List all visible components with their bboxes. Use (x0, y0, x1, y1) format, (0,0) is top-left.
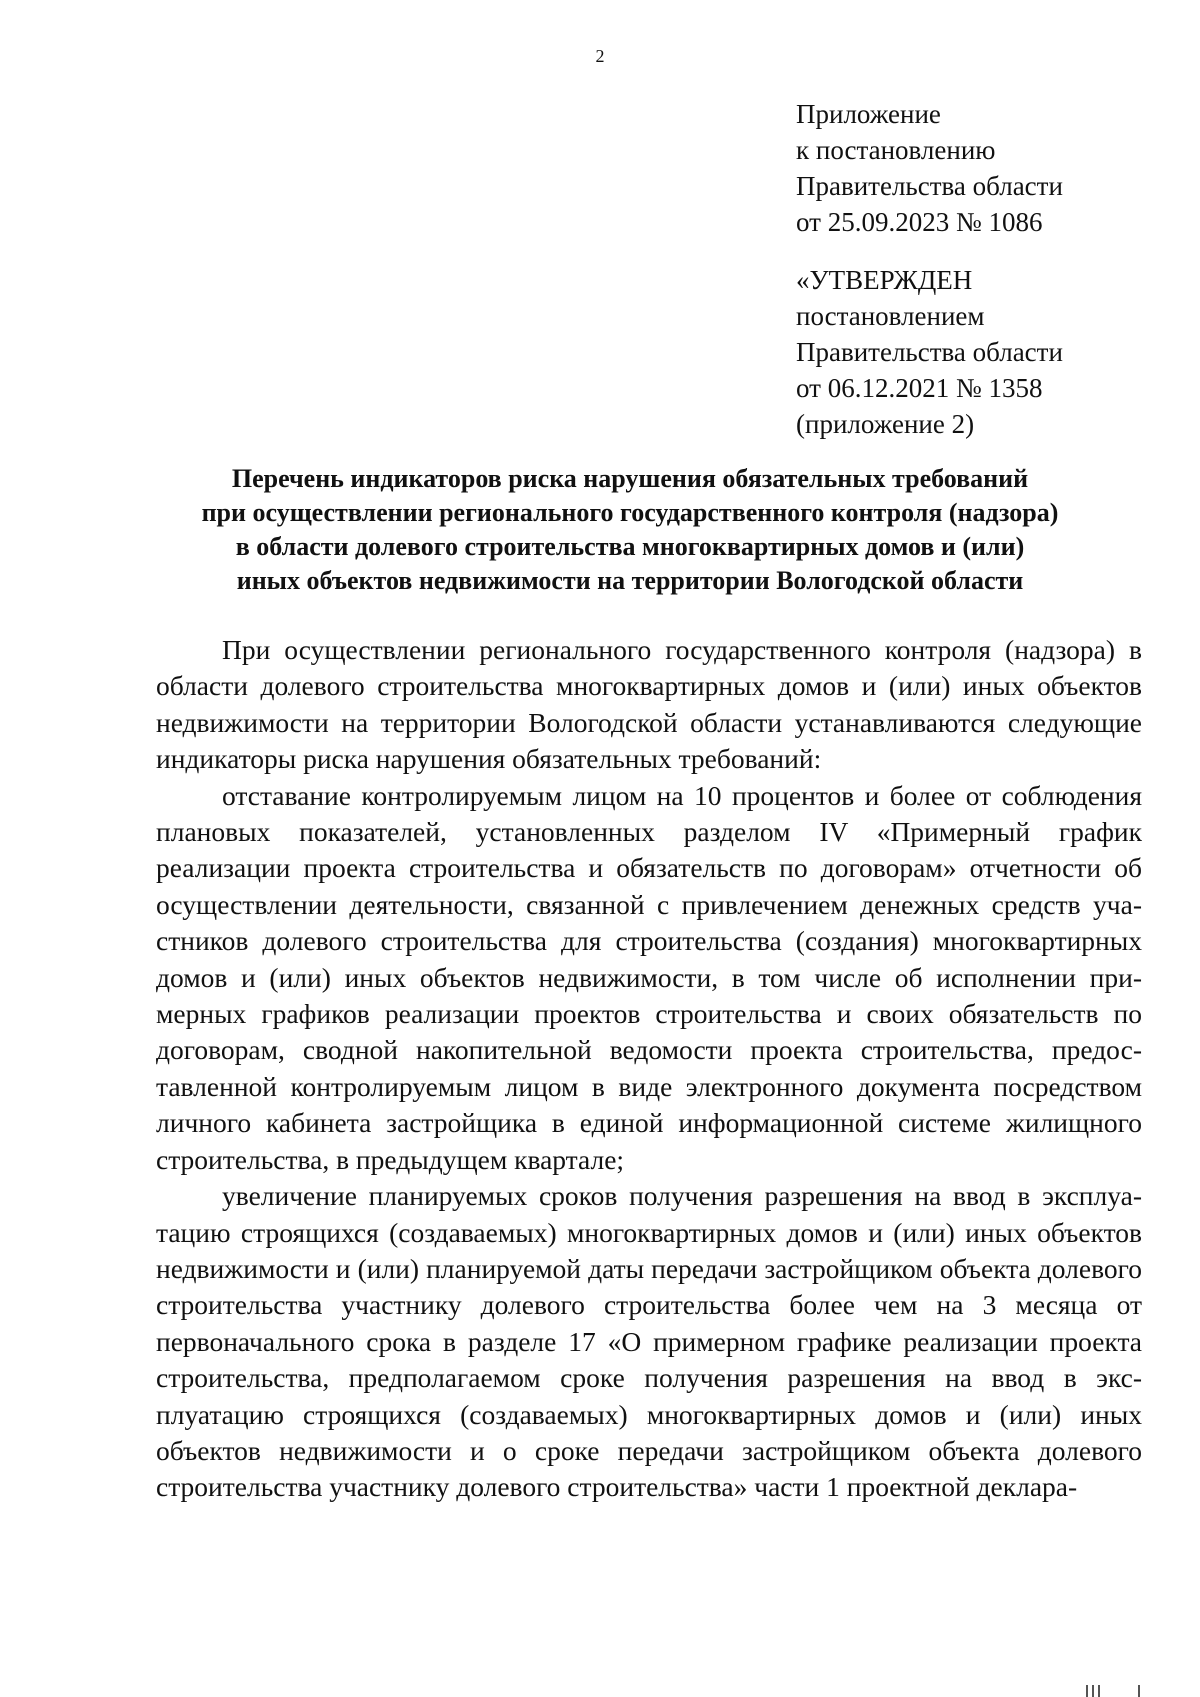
approved-header (796, 262, 1176, 442)
scan-artifact-marks (1086, 1683, 1146, 1697)
approved-line: «УТВЕРЖДЕН (796, 265, 973, 295)
body-paragraph-lag-indicator: отставание контролируемым лицом на 10 процентов и более от соблюдения плановых показателей, установленных разделом IV «Примерный график реализации проекта строительства и обязательств по договорам» отчетности об осуществлении деятельности, связанной с привлечением денежных средств участников долевого строительства для строительства (создания) многоквартирных домов и (или) иных объектов недвижимости, в том числе об исполнении примерных графиков реализации проектов строительства и своих обязательств по договорам, сводной накопительной ведомости проекта строительства, предоставленной контролируемым лицом в виде электронного документа посредством личного кабинета застройщика в единой информационной системе жилищного строительства, в предыдущем квартале; (156, 779, 1142, 1175)
approved-line: постановлением (796, 301, 985, 331)
title-line: иных объектов недвижимости на территории Вологодской области (236, 566, 1024, 595)
body-paragraph-intro: При осуществлении регионального государственного контроля (надзора) в области долевого строительства многоквартирных домов и (или) иных объектов недвижимости на территории Вологодской области устанавливаются следующие индикаторы риска нарушения обязательных требований: (156, 634, 1142, 775)
title-line: в области долевого строительства многоквартирных домов и (или) (235, 532, 1025, 561)
body-paragraph-deadline-indicator: увеличение планируемых сроков получения разрешения на ввод в эксплуатацию строящихся (создаваемых) многоквартирных домов и (или) иных объектов недвижимости и (или) планируемой даты передачи застройщиком объекта долевого строительства участнику долевого строительства более чем на 3 месяца от первоначального срока в разделе 17 «О примерном графике реализации проекта строительства, предполагаемом сроке получения разрешения на ввод в эксплуатацию строящихся (создаваемых) многоквартирных домов и (или) иных объектов недвижимости и о сроке передачи застройщиком объекта долевого строительства участнику долевого строительства» части 1 проектной деклара- (156, 1180, 1142, 1503)
appendix-header (796, 96, 1176, 240)
title-line: Перечень индикаторов риска нарушения обязательных требований (231, 464, 1029, 493)
document-title (140, 462, 1120, 598)
appendix-line: Правительства области (796, 171, 1063, 201)
appendix-line: от 25.09.2023 № 1086 (796, 207, 1043, 237)
approved-line: от 06.12.2021 № 1358 (796, 373, 1043, 403)
page-number: 2 (595, 46, 605, 66)
title-line: при осуществлении регионального государственного контроля (надзора) (201, 498, 1059, 527)
appendix-line: Приложение (796, 99, 941, 129)
approved-line: Правительства области (796, 337, 1063, 367)
appendix-line: к постановлению (796, 135, 996, 165)
document-body (156, 632, 1142, 1506)
approved-line: (приложение 2) (796, 409, 975, 439)
